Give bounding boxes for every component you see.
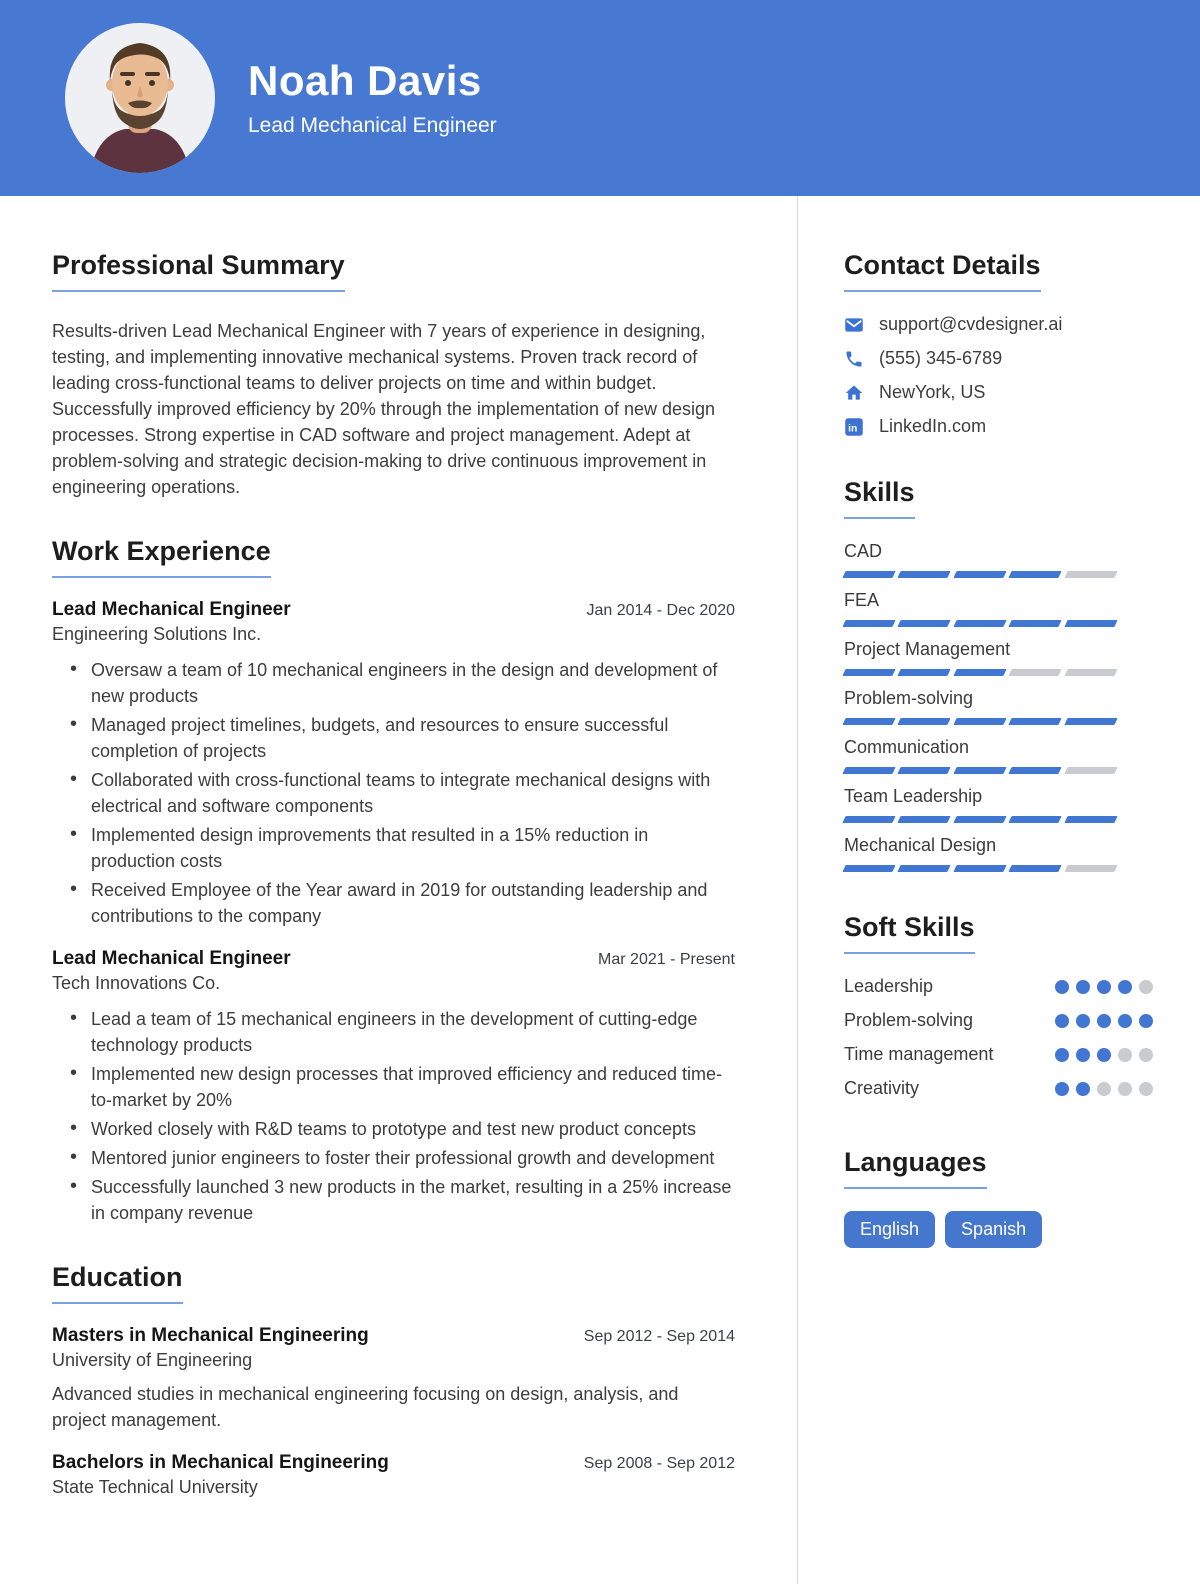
contact-details-heading: Contact Details — [844, 250, 1041, 292]
skill-row — [844, 686, 1153, 725]
skill-name: CAD — [844, 541, 883, 561]
soft-skill-dot — [1097, 1048, 1111, 1062]
job-bullet: • Implemented new design processes that improved efficiency and reduced time-to-market by 20% — [70, 1061, 735, 1113]
contact-text: LinkedIn.com — [879, 416, 987, 436]
work-experience-entry — [52, 598, 735, 929]
skill-bar-segment — [1064, 865, 1118, 872]
work-experience-heading: Work Experience — [52, 536, 271, 578]
skill-bar — [844, 718, 1116, 725]
language-pill[interactable]: Spanish — [945, 1211, 1042, 1248]
soft-skill-dot — [1118, 1014, 1132, 1028]
skill-bar — [844, 865, 1116, 872]
phone-icon — [844, 349, 864, 369]
skill-bar-segment — [842, 816, 896, 823]
job-bullet: • Collaborated with cross-functional teams to integrate mechanical designs with electrical and software components — [70, 767, 735, 819]
linkedin-icon — [844, 417, 864, 437]
skill-bar — [844, 620, 1116, 627]
soft-skill-dot — [1055, 1048, 1069, 1062]
skill-bar-segment — [1009, 669, 1063, 676]
soft-skills-section — [844, 912, 1153, 1103]
education-dates: Sep 2012 - Sep 2014 — [583, 1328, 735, 1345]
skill-bar-segment — [1064, 571, 1118, 578]
soft-skill-dot — [1139, 1082, 1153, 1096]
languages-list — [844, 1211, 1153, 1248]
soft-skill-dots — [1055, 972, 1153, 1001]
school-name: State Technical University — [52, 1477, 258, 1497]
skill-bar-segment — [1009, 816, 1063, 823]
entry-header — [52, 1451, 735, 1475]
skill-bar-segment — [898, 767, 952, 774]
sidebar-column — [797, 196, 1200, 1584]
skill-row — [844, 735, 1153, 774]
skills-section — [844, 477, 1153, 872]
skill-bar-segment — [1064, 620, 1118, 627]
skill-bar-segment — [842, 865, 896, 872]
soft-skills-heading: Soft Skills — [844, 912, 975, 954]
contact-item-phone[interactable] — [844, 348, 1153, 369]
job-bullet: • Oversaw a team of 10 mechanical engineers in the design and development of new products — [70, 657, 735, 709]
soft-skill-dot — [1055, 1014, 1069, 1028]
soft-skill-dots — [1055, 1040, 1153, 1069]
job-bullet: • Lead a team of 15 mechanical engineers in the development of cutting-edge technology products — [70, 1006, 735, 1058]
skill-row — [844, 784, 1153, 823]
summary-text: Results-driven Lead Mechanical Engineer with 7 years of experience in designing, testing, and implementing innovative mechanical systems. Proven track record of leading cross-functional teams to deliver projects on time and within budget. Successfully improved efficiency by 20% through the implementation of new design processes. Strong expertise in CAD software and project management. Adept at problem-solving and strategic decision-making to drive continuous improvement in engineering operations. — [52, 321, 716, 497]
contact-text: NewYork, US — [879, 382, 986, 402]
skill-bar-segment — [898, 571, 952, 578]
skill-bar-segment — [1064, 718, 1118, 725]
education-description: Advanced studies in mechanical engineering focusing on design, analysis, and project management. — [52, 1384, 679, 1430]
summary-heading: Professional Summary — [52, 250, 345, 292]
skill-bar-segment — [842, 718, 896, 725]
degree-title: Masters in Mechanical Engineering — [52, 1325, 369, 1346]
skill-bar-segment — [1009, 767, 1063, 774]
skill-row — [844, 539, 1153, 578]
skill-bar-segment — [842, 571, 896, 578]
skill-bar — [844, 767, 1116, 774]
skill-bar-segment — [953, 865, 1007, 872]
job-bullet: • Mentored junior engineers to foster their professional growth and development — [70, 1145, 735, 1171]
skill-bar-segment — [1064, 767, 1118, 774]
skill-bar-segment — [953, 571, 1007, 578]
skill-bar-segment — [1009, 571, 1063, 578]
skill-bar-segment — [953, 767, 1007, 774]
skill-bar-segment — [842, 669, 896, 676]
soft-skill-dot — [1076, 980, 1090, 994]
entry-header — [52, 598, 735, 622]
mail-icon — [844, 315, 864, 335]
skill-bar-segment — [953, 620, 1007, 627]
contact-text: (555) 345-6789 — [879, 348, 1003, 368]
soft-skill-name: Problem-solving — [844, 1010, 974, 1030]
skill-bar-segment — [1064, 669, 1118, 676]
skill-bar-segment — [953, 816, 1007, 823]
candidate-name: Noah Davis — [248, 57, 482, 105]
soft-skill-row — [844, 972, 1153, 1001]
entry-header — [52, 1324, 735, 1348]
soft-skill-name: Leadership — [844, 976, 934, 996]
education-container — [52, 1324, 735, 1500]
jobs-container — [52, 598, 735, 1226]
soft-skill-dot — [1139, 1048, 1153, 1062]
contact-item-email[interactable] — [844, 314, 1153, 335]
contact-text: support@cvdesigner.ai — [879, 314, 1063, 334]
job-dates: Jan 2014 - Dec 2020 — [586, 602, 735, 619]
skill-bar-segment — [1009, 718, 1063, 725]
contact-item-linkedin[interactable] — [844, 416, 1153, 437]
soft-skill-dot — [1139, 1014, 1153, 1028]
education-entry — [52, 1451, 735, 1500]
work-experience-entry — [52, 947, 735, 1226]
soft-skill-name: Creativity — [844, 1078, 920, 1098]
skill-bar-segment — [898, 620, 952, 627]
header-banner — [0, 0, 1200, 196]
contact-item-location — [844, 382, 1153, 403]
education-heading: Education — [52, 1262, 183, 1304]
company-name: Engineering Solutions Inc. — [52, 624, 262, 644]
soft-skill-dot — [1118, 1048, 1132, 1062]
svg-text:in: in — [848, 423, 858, 435]
skill-row — [844, 588, 1153, 627]
skill-bar-segment — [1064, 816, 1118, 823]
skill-bar — [844, 669, 1116, 676]
contact-details-section — [844, 250, 1153, 437]
work-experience-section — [52, 536, 735, 1226]
skills-heading: Skills — [844, 477, 915, 519]
soft-skill-dot — [1076, 1014, 1090, 1028]
education-dates: Sep 2008 - Sep 2012 — [583, 1455, 735, 1472]
home-icon — [844, 383, 864, 403]
job-title: Lead Mechanical Engineer — [52, 599, 291, 620]
skill-name: Communication — [844, 737, 970, 757]
soft-skill-dot — [1139, 980, 1153, 994]
skill-bar-segment — [842, 620, 896, 627]
soft-skill-row — [844, 1074, 1153, 1103]
soft-skill-dot — [1055, 1082, 1069, 1096]
job-bullet-list — [52, 1006, 735, 1226]
skill-name: FEA — [844, 590, 880, 610]
skill-bar — [844, 571, 1116, 578]
job-bullet: • Worked closely with R&D teams to prototype and test new product concepts — [70, 1116, 735, 1142]
languages-section — [844, 1147, 1153, 1248]
soft-skill-row — [844, 1006, 1153, 1035]
job-title: Lead Mechanical Engineer — [52, 948, 291, 969]
soft-skill-dots — [1055, 1006, 1153, 1035]
soft-skill-name: Time management — [844, 1044, 994, 1064]
skill-bar-segment — [842, 767, 896, 774]
skill-row — [844, 833, 1153, 872]
school-name: University of Engineering — [52, 1350, 253, 1370]
soft-skill-dot — [1118, 1082, 1132, 1096]
language-pill[interactable]: English — [844, 1211, 935, 1248]
skill-name: Mechanical Design — [844, 835, 997, 855]
skill-bar-segment — [898, 865, 952, 872]
education-section — [52, 1262, 735, 1500]
soft-skill-dot — [1097, 1014, 1111, 1028]
candidate-title: Lead Mechanical Engineer — [248, 113, 497, 137]
skill-bar-segment — [898, 669, 952, 676]
profile-photo-image — [65, 23, 215, 173]
soft-skill-dot — [1055, 980, 1069, 994]
soft-skills-list — [844, 972, 1153, 1103]
skill-bar-segment — [1009, 865, 1063, 872]
professional-summary-section — [52, 250, 735, 500]
skill-bar-segment — [953, 718, 1007, 725]
languages-heading: Languages — [844, 1147, 987, 1189]
entry-header — [52, 947, 735, 971]
skill-name: Problem-solving — [844, 688, 974, 708]
contact-list — [844, 314, 1153, 437]
job-bullet: • Implemented design improvements that resulted in a 15% reduction in production costs — [70, 822, 735, 874]
job-bullet: • Received Employee of the Year award in 2019 for outstanding leadership and contributions to the company — [70, 877, 735, 929]
profile-photo — [65, 23, 215, 173]
skill-name: Team Leadership — [844, 786, 983, 806]
skill-bar-segment — [953, 669, 1007, 676]
soft-skill-dot — [1076, 1082, 1090, 1096]
soft-skill-dot — [1118, 980, 1132, 994]
job-bullet-list — [52, 657, 735, 929]
skills-list — [844, 539, 1153, 872]
soft-skill-dots — [1055, 1074, 1153, 1103]
skill-row — [844, 637, 1153, 676]
education-entry — [52, 1324, 735, 1433]
soft-skill-row — [844, 1040, 1153, 1069]
company-name: Tech Innovations Co. — [52, 973, 221, 993]
job-dates: Mar 2021 - Present — [598, 951, 735, 968]
degree-title: Bachelors in Mechanical Engineering — [52, 1452, 389, 1473]
skill-bar-segment — [898, 816, 952, 823]
skill-bar-segment — [898, 718, 952, 725]
job-bullet: • Successfully launched 3 new products in the market, resulting in a 25% increase in company revenue — [70, 1174, 735, 1226]
soft-skill-dot — [1097, 980, 1111, 994]
skill-bar-segment — [1009, 620, 1063, 627]
skill-name: Project Management — [844, 639, 1011, 659]
soft-skill-dot — [1076, 1048, 1090, 1062]
skill-bar — [844, 816, 1116, 823]
main-column — [0, 196, 797, 1584]
job-bullet: • Managed project timelines, budgets, and resources to ensure successful completion of projects — [70, 712, 735, 764]
soft-skill-dot — [1097, 1082, 1111, 1096]
